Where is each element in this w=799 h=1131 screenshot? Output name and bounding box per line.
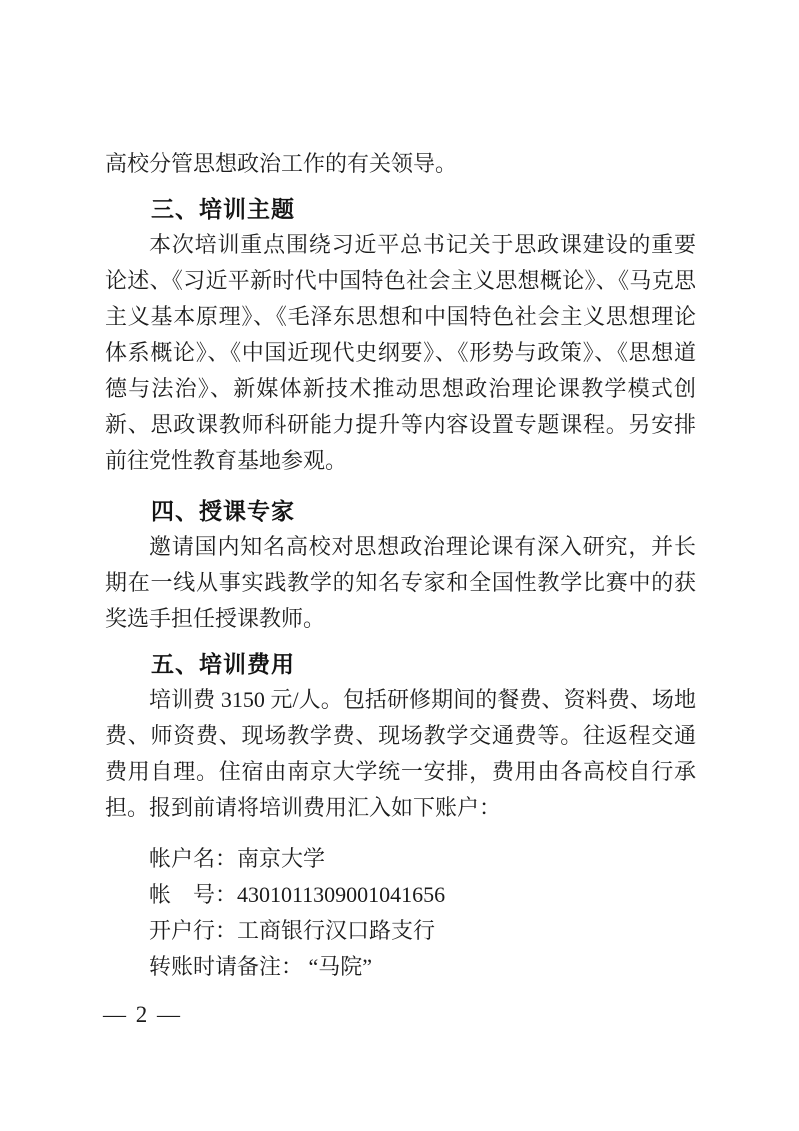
account-name-line: 帐户名：南京大学 [149,846,326,871]
account-bank-line: 开户行：工商银行汉口路支行 [149,918,436,943]
section-heading-lecturers: 四、授课专家 [151,498,295,524]
section-heading-training-topics: 三、培训主题 [151,196,295,222]
section-heading-fees: 五、培训费用 [151,651,295,677]
section-paragraph-lecturers: 邀请国内知名高校对思想政治理论课有深入研究，并长期在一线从事实践教学的知名专家和全国性教学比赛中的获奖选手担任授课教师。 [105,534,696,631]
page-number: — 2 — [103,1002,182,1027]
document-body [105,146,696,985]
section-paragraph-training-topics: 本次培训重点围绕习近平总书记关于思政课建设的重要论述、《习近平新时代中国特色社会主义思想概论》、《马克思主义基本原理》、《毛泽东思想和中国特色社会主义思想理论体系概论》、《中国近现代史纲要》、《形势与政策》、《思想道德与法治》、新媒体新技术推动思想政治理论课教学模式创新、思政课教师科研能力提升等内容设置专题课程。另安排前往党性教育基地参观。 [105,232,696,473]
continuation-paragraph: 高校分管思想政治工作的有关领导。 [105,151,458,176]
account-memo-line: 转账时请备注： “马院” [149,954,373,979]
section-paragraph-fees: 培训费 3150 元/人。包括研修期间的餐费、资料费、场地费、师资费、现场教学费、现场教学交通费等。往返程交通费用自理。住宿由南京大学统一安排，费用由各高校自行承担。报到前请将培训费用汇入如下账户： [105,687,696,820]
bank-account-details [105,841,696,985]
account-number-line: 帐 号：4301011309001041656 [149,882,446,907]
